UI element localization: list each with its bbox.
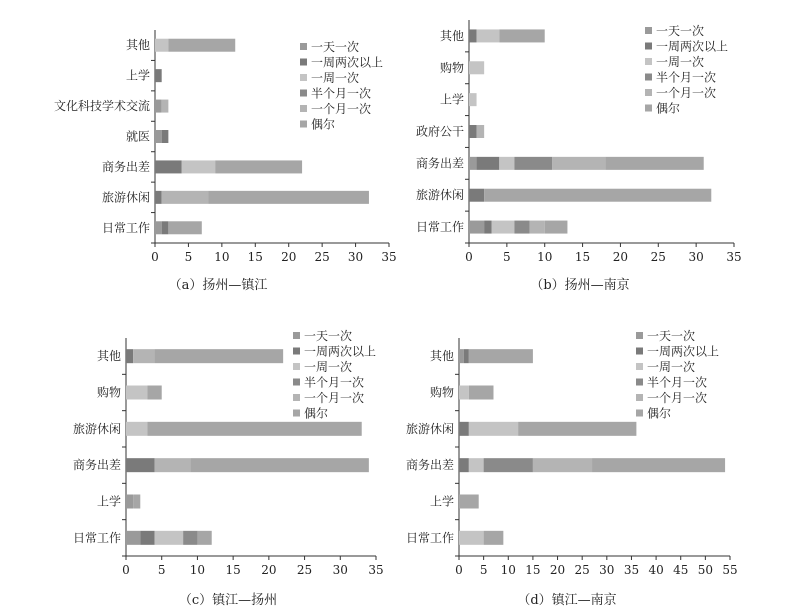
chart-caption: （c）镇江—扬州 [178,593,278,608]
category-label: 日常工作 [101,220,150,235]
legend-label: 一个月一次 [311,102,372,116]
x-tick-label: 25 [650,250,666,264]
x-tick-label: 10 [214,250,230,264]
chart-1 [54,30,397,293]
legend-label: 一周两次以上 [656,39,729,54]
bar-segment [469,125,477,138]
legend-swatch [300,105,307,112]
bar-segment [140,531,154,545]
legend-swatch [293,332,300,339]
x-tick-label: 30 [688,250,704,264]
legend-label: 一天一次 [647,329,696,343]
category-label: 购物 [96,385,121,400]
legend-label: 偶尔 [647,406,672,421]
chart-caption: （d）镇江—南京 [517,593,617,608]
bar-segment [126,495,133,509]
legend-label: 半个月一次 [311,86,372,101]
bar-segment [197,531,211,545]
bar-segment [168,221,201,234]
category-label: 购物 [429,385,454,400]
bar-segment [518,422,636,436]
x-tick-label: 0 [465,250,473,264]
legend-swatch [293,410,300,417]
legend-swatch [645,74,652,81]
legend-swatch [645,27,652,34]
legend-label: 一周一次 [647,360,696,374]
x-tick-label: 20 [261,563,277,577]
bar-segment [492,221,515,234]
x-tick-label: 25 [574,563,590,577]
bar-segment [469,29,477,42]
bar-segment [469,386,494,400]
bar-segment [469,93,477,106]
x-tick-label: 0 [455,563,463,577]
bar-segment [533,458,592,472]
x-tick-label: 20 [281,250,297,264]
bar-segment [477,125,485,138]
legend-label: 半个月一次 [304,375,365,390]
bar-segment [133,349,154,363]
category-label: 其他 [429,349,454,364]
bar-segment [459,349,464,363]
legend-label: 一个月一次 [656,86,717,100]
legend-label: 半个月一次 [647,375,708,390]
bar-segment [477,157,500,170]
legend-label: 一天一次 [304,329,353,343]
category-label: 就医 [125,129,150,144]
bar-segment [126,531,140,545]
legend-swatch [645,89,652,96]
x-tick-label: 15 [247,250,263,264]
bar-segment [469,157,477,170]
category-label: 日常工作 [405,530,454,545]
bar-segment [459,531,484,545]
x-tick-label: 15 [574,250,591,264]
bar-segment [469,458,484,472]
x-tick-label: 25 [314,250,330,264]
bar-segment [459,422,469,436]
bar-segment [545,221,568,234]
legend-label: 一周两次以上 [647,344,720,359]
category-label: 其他 [96,349,121,364]
bar-segment [162,100,169,113]
x-tick-label: 55 [722,563,738,577]
legend-label: 一周两次以上 [304,344,377,359]
bar-segment [126,422,147,436]
legend-swatch [645,43,652,50]
legend-swatch [636,379,643,386]
bar-segment [155,160,182,173]
legend-swatch [300,121,307,128]
category-label: 上学 [96,494,121,509]
x-tick-label: 10 [500,563,516,577]
legend-swatch [293,394,300,401]
category-label: 上学 [125,68,150,83]
bar-segment [208,191,368,204]
x-tick-label: 20 [612,250,629,264]
bar-segment [477,29,500,42]
bar-segment [459,458,469,472]
category-label: 旅游休闲 [72,421,121,436]
bar-segment [592,458,725,472]
category-label: 其他 [125,38,150,53]
legend-swatch [300,43,307,50]
category-label: 日常工作 [72,530,121,545]
x-tick-label: 50 [697,563,714,577]
bar-segment [126,458,155,472]
x-tick-label: 35 [368,563,384,577]
bar-segment [147,386,161,400]
x-tick-label: 5 [479,563,488,577]
bar-segment [155,39,168,52]
bar-segment [484,531,504,545]
legend-label: 一个月一次 [304,391,365,405]
category-label: 政府公干 [415,124,464,139]
bar-segment [469,189,484,202]
bar-segment [499,29,544,42]
bar-segment [155,458,191,472]
chart-4 [406,328,738,608]
bar-segment [469,349,533,363]
category-label: 旅游休闲 [405,421,454,436]
bar-segment [484,189,711,202]
bar-segment [530,221,545,234]
legend-swatch [293,363,300,370]
bar-segment [168,39,235,52]
legend-swatch [300,59,307,66]
category-label: 其他 [439,28,464,43]
x-tick-label: 15 [525,563,541,577]
bar-segment [215,160,302,173]
category-label: 上学 [439,92,464,107]
bar-segment [155,531,184,545]
legend-label: 一天一次 [656,24,705,38]
legend-label: 一周一次 [311,71,360,85]
bar-segment [469,422,518,436]
bar-segment [484,221,492,234]
bar-segment [469,221,484,234]
legend-swatch [293,379,300,386]
bar-segment [605,157,703,170]
x-tick-label: 35 [381,250,397,264]
category-label: 购物 [439,60,464,75]
legend-label: 一个月一次 [647,391,708,405]
bar-segment [183,531,197,545]
bar-segment [155,191,162,204]
x-tick-label: 15 [225,563,241,577]
bar-segment [147,422,361,436]
legend-label: 偶尔 [656,101,681,116]
x-tick-label: 30 [347,250,364,264]
legend-swatch [300,74,307,81]
x-tick-label: 0 [122,563,130,577]
legend-label: 一周两次以上 [311,55,384,70]
bar-segment [155,349,284,363]
x-tick-label: 40 [648,563,664,577]
legend-swatch [636,410,643,417]
bar-segment [182,160,215,173]
x-tick-label: 0 [151,250,159,264]
bar-segment [155,221,162,234]
x-tick-label: 35 [726,250,742,264]
x-tick-label: 30 [332,563,348,577]
bar-segment [162,191,209,204]
x-tick-label: 10 [537,250,553,264]
legend-swatch [293,348,300,355]
bar-segment [552,157,605,170]
bar-segment [459,495,479,509]
legend-swatch [636,332,643,339]
legend-label: 偶尔 [311,117,336,132]
legend-label: 一天一次 [311,40,360,54]
legend-swatch [300,90,307,97]
x-tick-label: 5 [184,250,193,264]
x-tick-label: 30 [599,563,615,577]
bar-segment [155,130,162,143]
bar-segment [514,221,529,234]
chart-caption: （a）扬州—镇江 [168,278,268,293]
category-label: 商务出差 [101,159,150,174]
x-tick-label: 35 [623,563,640,577]
legend-swatch [645,105,652,112]
chart-caption: （b）扬州—南京 [530,278,630,293]
bar-segment [155,100,162,113]
bar-segment [126,349,133,363]
bar-segment [514,157,552,170]
category-label: 旅游休闲 [415,188,464,203]
category-label: 商务出差 [405,458,454,473]
bar-segment [464,349,469,363]
bar-segment [126,386,147,400]
bar-segment [484,458,533,472]
x-tick-label: 45 [673,563,689,577]
x-tick-label: 25 [296,563,313,577]
category-label: 文化科技学术交流 [53,99,150,114]
legend-swatch [636,348,643,355]
legend-label: 一周一次 [656,55,705,69]
category-label: 日常工作 [415,220,464,235]
chart-2 [416,20,742,293]
legend-label: 偶尔 [304,406,329,421]
category-label: 商务出差 [72,458,121,473]
bar-segment [190,458,369,472]
legend-swatch [636,394,643,401]
legend-label: 半个月一次 [656,70,717,85]
legend-swatch [636,363,643,370]
bar-segment [162,221,169,234]
bar-segment [155,69,162,82]
x-tick-label: 5 [503,250,511,264]
bar-segment [162,130,169,143]
legend-label: 一周一次 [304,360,353,374]
category-label: 商务出差 [415,156,464,171]
x-tick-label: 5 [157,563,166,577]
bar-segment [469,61,484,74]
bar-segment [133,495,140,509]
category-label: 旅游休闲 [101,190,150,205]
x-tick-label: 10 [189,563,206,577]
chart-3 [73,328,384,608]
category-label: 上学 [429,494,454,509]
x-tick-label: 20 [549,563,566,577]
legend-swatch [645,58,652,65]
bar-segment [499,157,514,170]
bar-segment [459,386,469,400]
